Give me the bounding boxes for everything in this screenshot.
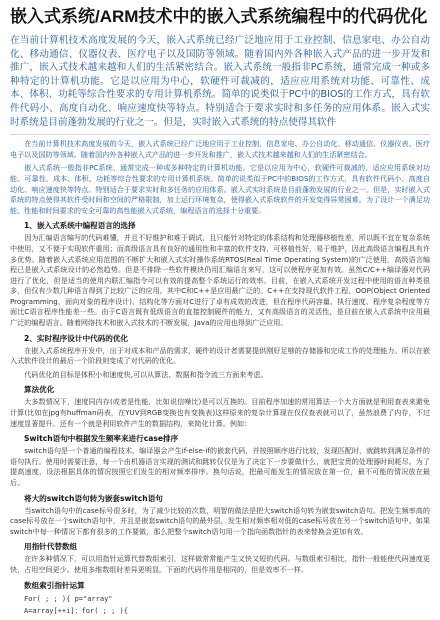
article-intro: 在当前计算机技术高度发展的今天，嵌入式系统已经广泛地应用于工业控制、信息家电、办公自动化、移动通信、仪器仪表、医疗电子以及国防等领域。随着国内外各种嵌入式产品的进一步开发和推广，嵌入式技术越来越和人们的生活紧密结合。嵌入式系统一般指非PC系统，通常完成一种或多种特定的计算机功能。它是以应用为中心，软硬件可裁减的，适应应用系统对功能、可靠性、成本、体积、功耗等综合性要求的专用计算机系统。简单的说类似于PC中的BIOS的工作方式，具有软件代码小、高度自动化、响应速度快等特点。特别适合于要求实时和多任务的应用体系。嵌入式实时系统是目前蓬勃发展的行业之一。但是，实时嵌入式系统的特点使得其软件 [10,35,430,128]
section-heading-3: 算法优化 [24,385,55,395]
code-line: For( ; ; ){ p="array" [24,594,113,603]
body-paragraph-9: 在许多种情况下，可以用指针运算代替数组索引，这样做常常能产生又快又短的代码。与数组索引相比，指针一般能使代码速度更快，占用空间更少。使用多维数组时差异更明显。下面的代码作用是相同的，但是效率不一样。 [10,554,430,574]
section-heading-4: Switch语句中根据发生频率来进行case排序 [24,434,179,444]
section-heading-5: 将大的switch语句转为嵌套switch语句 [24,493,163,503]
code-line: A=array[++i]；for( ; ; ){ [24,606,128,615]
body-paragraph-6: 大多数情况下，速度同内存(或者是性能，比如说信噪比)是可以互换的。目前程序加速的常用算法一个大方面就是利用查表来避免计算(比如在jpg有huffman码表，在YUV到RGB变换也有变换表)这样原来的复杂计算现在仅仅查表就可以了，虽然浪费了内存，不过速度显著提升。还有一个就是利用软件产生的数据结构，来简化计算。例如： [10,397,430,428]
body-paragraph-8: 当switch语句中的case标号很多时，为了减少比较的次数，明智的做法是把大switch语句转为嵌套switch语句。把发生频率高的case标号放在一个switch语句中，并且是嵌套switch语句的最外层，发生相对频率相对低的case标号放在另一个switch语句中。如果switch中每一种情况下都有很多的工作要做，那么把整个switch语句用一个指向函数指针的表来替换会更加有效。 [10,505,430,536]
body-paragraph-5: 代码优化的目标是体积小和速度快,可以从算法、数据和指令流三方面来考虑。 [24,369,268,379]
body-paragraph-7: switch语句是一个普通的编程技术，编译器会产生if-else-if的嵌套代码，并按照顺序进行比较，发现匹配时，就跳转到满足条件的语句执行。使用时需要注意，每一个由机器语言实现的测试和跳转仅仅是为了决定下一步要做什么，就把宝贵的处理器时间耗尽。为了提高速度，设法根据具体的情况按照它们发生的相对频率排序。换句话说，把最可能发生的情况放在第一位，最不可能的情况放在最后。 [10,446,430,487]
body-paragraph-4: 在嵌入式系统程序开发中，出于对成本和产品的需求，硬件的设计者需要提供刚好足够的存储器和完成工作的处理能力。所以在嵌入式软件设计的最后一个阶段则变成了对代码的优化。 [10,345,430,366]
article-title: 嵌入式系统/ARM技术中的嵌入式系统编程中的代码优化 [10,7,428,26]
divider [10,134,430,135]
body-paragraph-2: 嵌入式系统一般指非PC系统，通常完成一种或多种特定的计算机功能。它是以应用为中心，软硬件可裁减的，适应应用系统对功能、可靠性、成本、体积、功耗等综合性要求的专用计算机系统。简单的说类似于PC中的BIOS的工作方式，具有软件代码小、高度自动化、响应速度快等特点。特别适合于要求实时和多任务的应用体系。嵌入式实时系统是目前蓬勃发展的行业之一。但是，实时嵌入式系统的特点使得其软件受时间和空间的严格限制，加上运行环境复杂，使得嵌入式系统软件的开发变得异常困难。为了设计一个满足功能、性能和时间要求的安全可靠的高性能嵌入式系统，编程语言的选择十分重要。 [10,163,430,215]
section-heading-6: 用指针代替数组 [24,542,78,552]
body-paragraph-3: 因为汇编语言编写的代码难懂，并且不好维护和难于调试，且只能针对特定的体系结构和处理器移植性差，所以既不宜在复杂系统中使用，又不便于实现软件重用；而高级语言具有良好的通用性和丰富的软件支持，可移植性好，易于维护，因此高级语言编程具有许多优势。随着嵌入式系统应用范围的不断扩大和嵌入式实时操作系统RTOS(Real Time Operating System)的广泛使用，高级语言编程已是嵌入式系统设计的必然趋势。但是不排除一些软件模块仍用汇编语言来写，这可以使程序更加有效。虽然C/C++编译器对代码进行了优化，但是适当的使用内联汇编指令可以有效的提高整个系统运行的效率。目前，在嵌入式系统开发过程中使用的语言种类很多，但仅有少数几种语言得到了比较广泛的应用。其中C和C++是应用最广泛的。C++在支持现代软件工程、OOP(Object Oriented Programming，面向对象的程序设计)、结构化等方面对C进行了卓有成效的改进，但在程序代码容量、执行速度、程序复杂程度等方面比C语言程序性能差一些。由于C语言既有低级语言的直接控制硬件的能力，又有高级语言的灵活性，是目前在嵌入式系统中应用最广泛的编程语言。随着网络技术和嵌入式技术的不断发展，Java的应用也得到广泛应用。 [10,233,430,328]
section-heading-7: 数组索引指针运算 [24,580,85,590]
section-heading-2: 2、实时程序设计中代码的优化 [24,333,129,343]
body-paragraph-1: 在当前计算机技术高度发展的今天，嵌入式系统已经广泛地应用于工业控制、信息家电、办公自动化、移动通信、仪器仪表、医疗电子以及国防等领域。随着国内外各种嵌入式产品的进一步开发和推广，嵌入式技术越来越和人们的生活紧密结合。 [10,139,430,159]
section-heading-1: 1、嵌入式系统中编程语言的选择 [24,221,136,231]
